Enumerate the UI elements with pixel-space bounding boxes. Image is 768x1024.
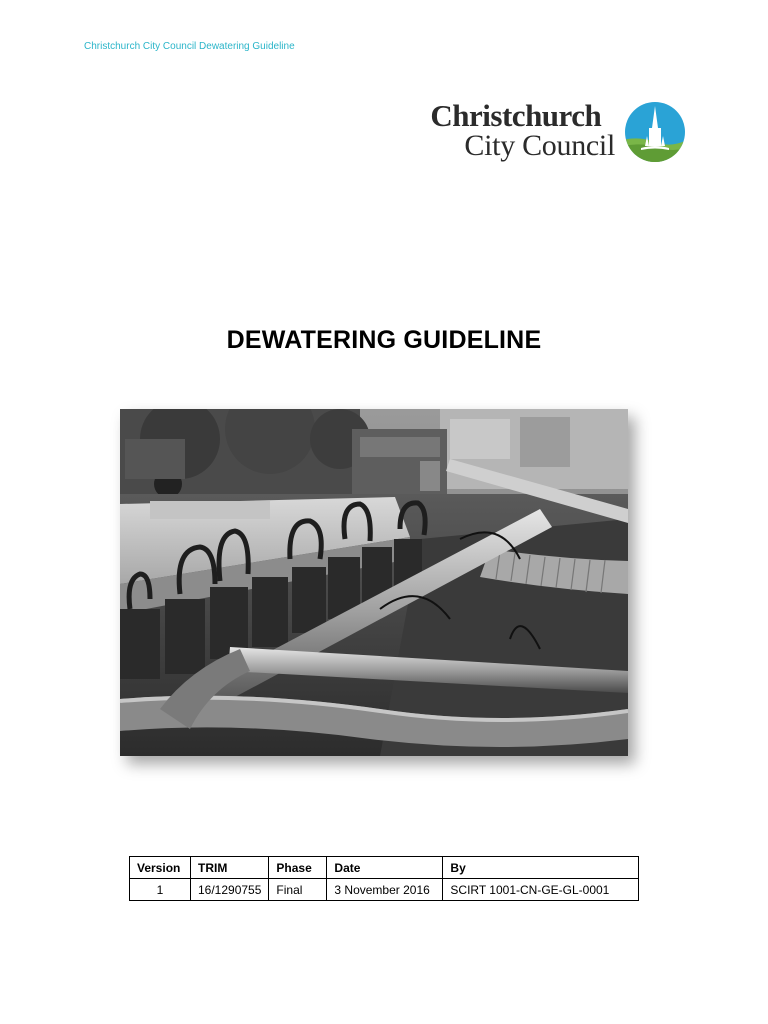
site-photo-illustration [120,409,628,756]
column-header: By [443,857,639,879]
logo-wordmark [430,100,615,161]
logo-line-2: City Council [464,129,615,162]
column-header: Phase [269,857,327,879]
date-cell: 3 November 2016 [327,879,443,901]
dewatering-site-photo [120,409,628,756]
document-title: DEWATERING GUIDELINE [226,326,542,354]
trim-cell: 16/1290755 [191,879,269,901]
running-header: Christchurch City Council Dewatering Guideline [84,41,295,52]
version-table-header-row [130,857,639,879]
column-header: TRIM [191,857,269,879]
phase-cell: Final [269,879,327,901]
column-header: Version [130,857,191,879]
table-row [130,879,639,901]
version-cell: 1 [130,879,191,901]
column-header: Date [327,857,443,879]
council-logo [412,100,687,164]
cathedral-spire-emblem-icon [623,102,687,162]
by-cell: SCIRT 1001-CN-GE-GL-0001 [443,879,639,901]
version-table [129,856,639,901]
logo-line-1: Christchurch [430,98,602,133]
